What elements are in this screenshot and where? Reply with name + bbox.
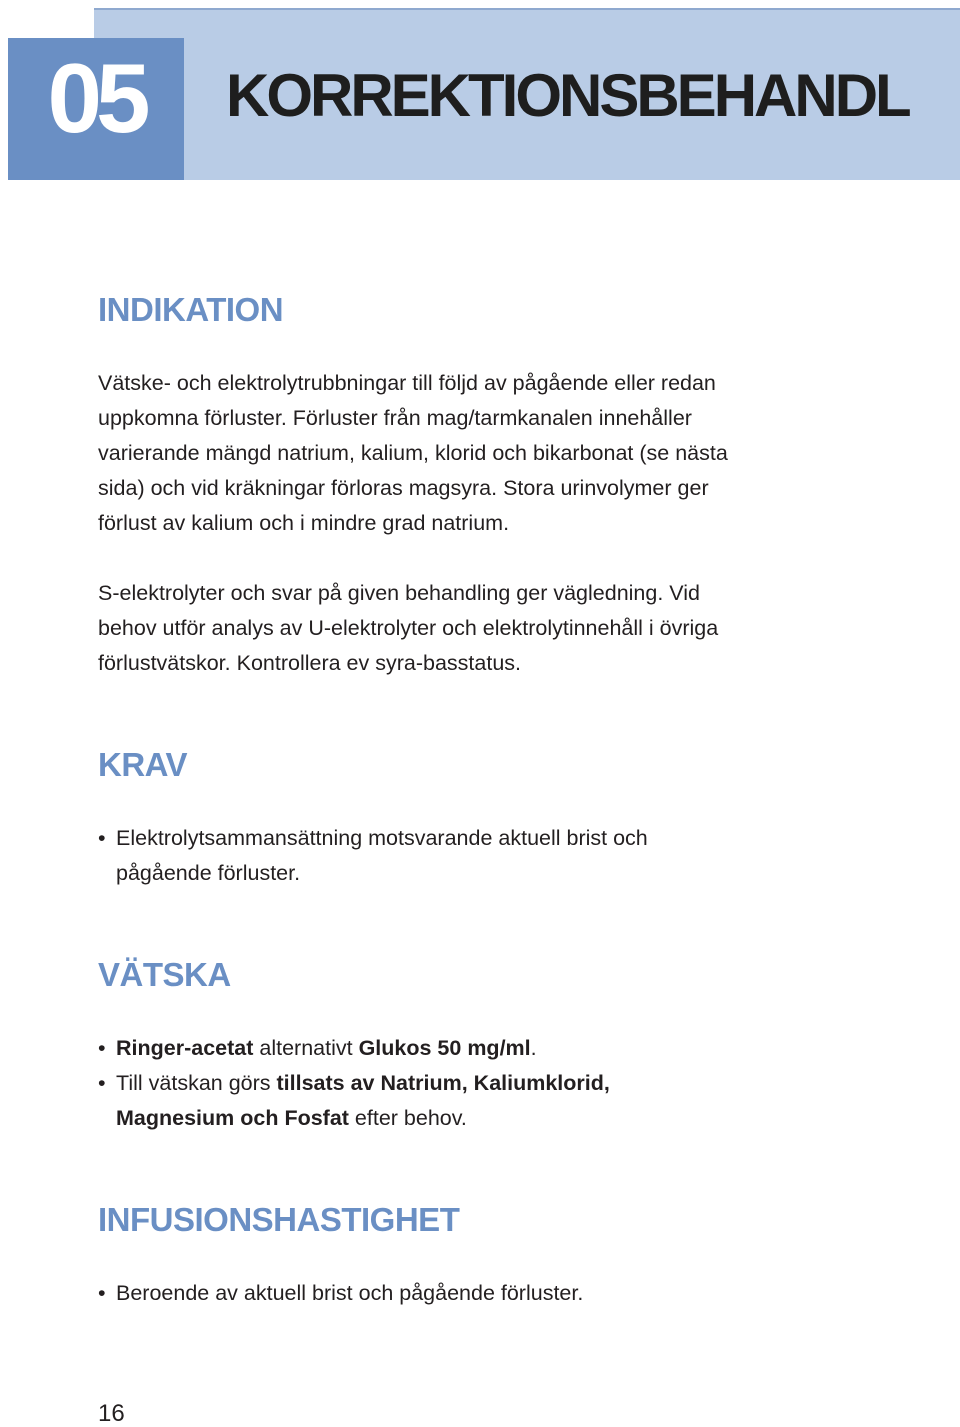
krav-text-line-1: Elektrolytsammansättning motsvarande aktuell brist och bbox=[116, 826, 648, 850]
period-text: . bbox=[530, 1036, 537, 1060]
infusion-bullet-item bbox=[98, 1276, 878, 1311]
vatska-bullet-item-2 bbox=[98, 1066, 878, 1101]
bullet-icon: • bbox=[98, 1071, 106, 1095]
bullet-icon: • bbox=[98, 826, 106, 850]
krav-bullet-item bbox=[98, 821, 878, 856]
section-heading-indikation: INDIKATION bbox=[98, 291, 284, 328]
section-heading-infusionshastighet: INFUSIONSHASTIGHET bbox=[98, 1201, 460, 1238]
krav-text-line-2: pågående förluster. bbox=[116, 861, 301, 885]
header-top-rule bbox=[8, 8, 960, 10]
chapter-title: KORREKTIONSBEHANDL bbox=[226, 62, 909, 129]
chapter-box-notch bbox=[8, 8, 94, 38]
chapter-number: 05 bbox=[47, 43, 145, 153]
section-heading-krav: KRAV bbox=[98, 746, 188, 783]
text-line: förlust av kalium och i mindre grad natrium. bbox=[98, 511, 510, 535]
glukos-label: Glukos 50 mg/ml bbox=[358, 1036, 531, 1060]
vatska-bullet-item-1 bbox=[98, 1031, 878, 1066]
krav-bullet-continuation bbox=[98, 856, 896, 891]
indikation-paragraph-2 bbox=[98, 576, 858, 681]
section-heading-vatska: VÄTSKA bbox=[98, 956, 231, 993]
text-line: behov utför analys av U-elektrolyter och elektrolytinnehåll i övriga bbox=[98, 616, 719, 640]
text-line: S-elektrolyter och svar på given behandling ger vägledning. Vid bbox=[98, 581, 700, 605]
bullet-icon: • bbox=[98, 1281, 106, 1305]
indikation-paragraph-1 bbox=[98, 366, 858, 541]
page-number: 16 bbox=[98, 1400, 125, 1427]
text-line: uppkomna förluster. Förluster från mag/tarmkanalen innehåller bbox=[98, 406, 692, 430]
ringer-acetat-label: Ringer-acetat bbox=[116, 1036, 254, 1060]
tillsats-intro-text: Till vätskan görs bbox=[116, 1071, 277, 1095]
text-line: Vätske- och elektrolytrubbningar till följd av pågående eller redan bbox=[98, 371, 716, 395]
vatska-bullet-continuation bbox=[98, 1101, 896, 1136]
magnesium-fosfat-text: Magnesium och Fosfat bbox=[116, 1106, 349, 1130]
infusion-text-line-1: Beroende av aktuell brist och pågående förluster. bbox=[116, 1281, 584, 1305]
alternativt-text: alternativt bbox=[253, 1036, 359, 1060]
text-line: förlustvätskor. Kontrollera ev syra-basstatus. bbox=[98, 651, 522, 675]
tillsats-bold-text: tillsats av Natrium, Kaliumklorid, bbox=[276, 1071, 610, 1095]
text-line: varierande mängd natrium, kalium, klorid och bikarbonat (se nästa bbox=[98, 441, 728, 465]
text-line: sida) och vid kräkningar förloras magsyra. Stora urinvolymer ger bbox=[98, 476, 709, 500]
efter-behov-text: efter behov. bbox=[348, 1106, 467, 1130]
bullet-icon: • bbox=[98, 1036, 106, 1060]
